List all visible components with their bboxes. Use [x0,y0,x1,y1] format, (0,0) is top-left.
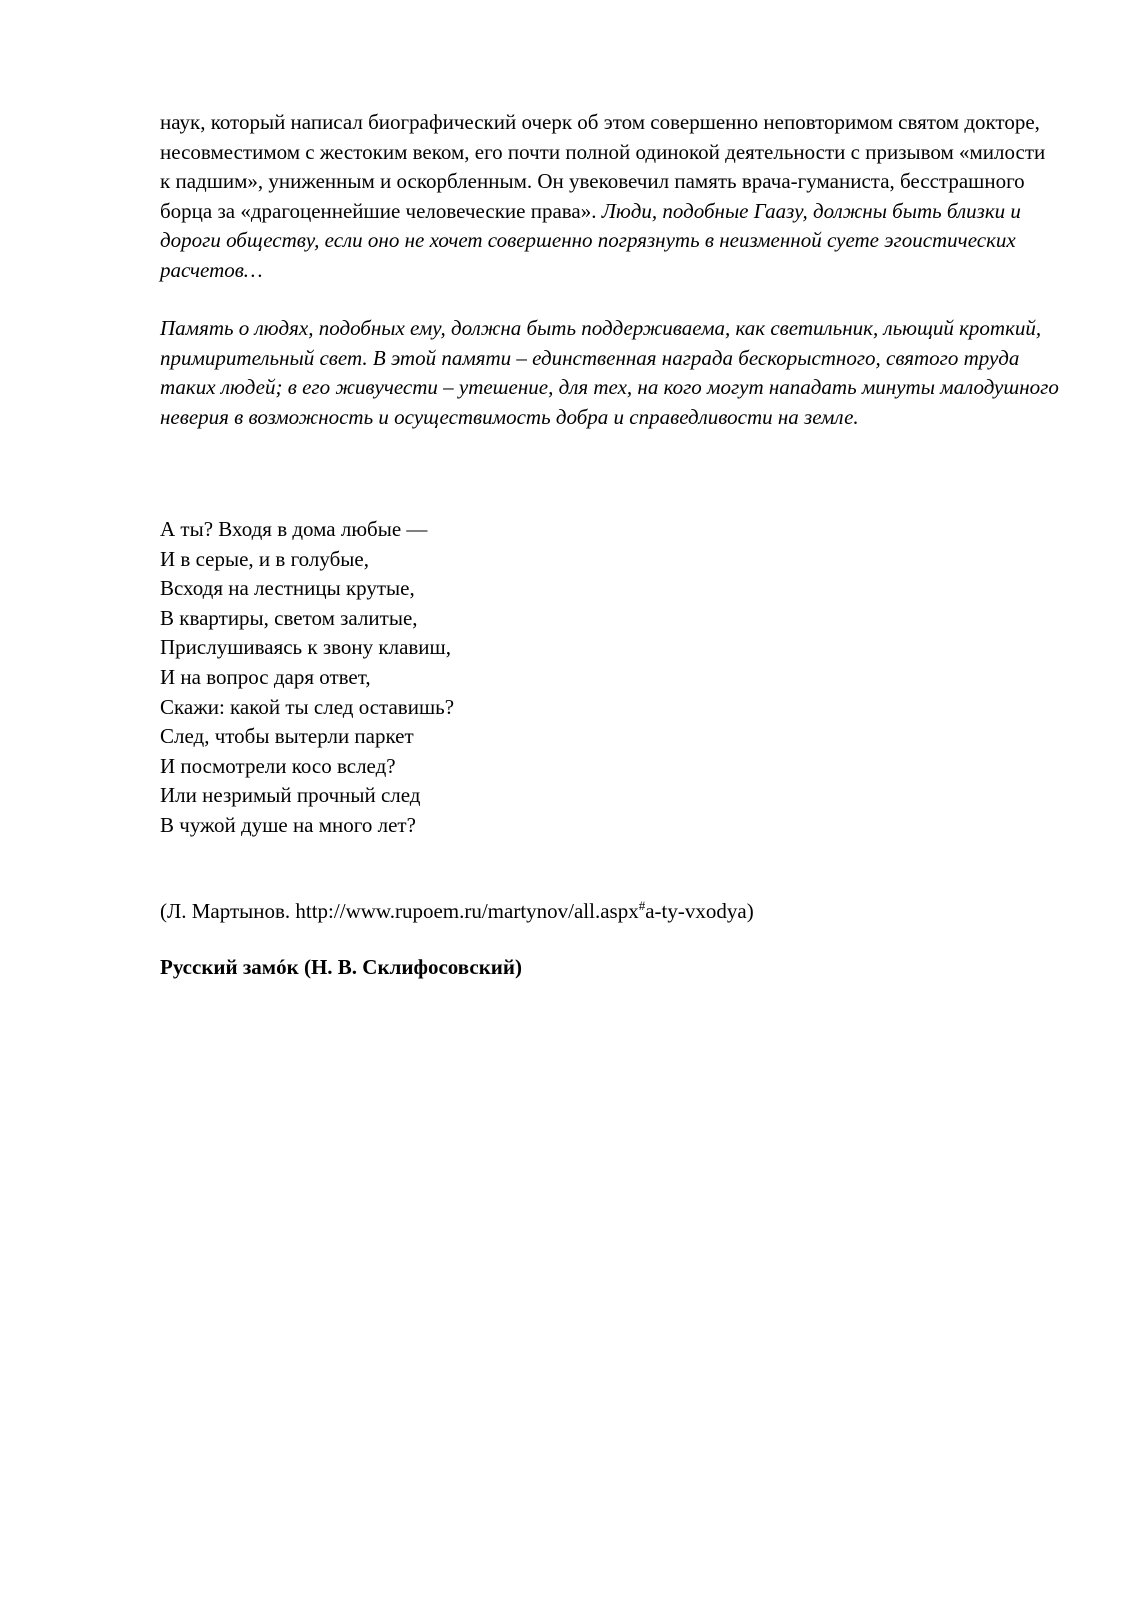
poem-line: И на вопрос даря ответ, [160,664,371,689]
poem-source-citation [160,897,754,927]
poem-line: Скажи: какой ты след оставишь? [160,694,455,719]
paragraph-italic-text: Люди, подобные Гаазу, должны быть близки и дороги обществу, если оно не хочет совершенно погрязнуть в неизменной суете эгоистических расчетов… [160,198,1021,282]
source-hash-superscript: # [638,898,646,913]
poem-line: След, чтобы вытерли паркет [160,724,414,749]
poem-line: И посмотрели косо вслед? [160,753,396,778]
section-heading: Русский замóк (Н. В. Склифосовский) [160,955,522,979]
poem-line: Прислушиваясь к звону клавиш, [160,635,451,660]
poem-line: Всходя на лестницы крутые, [160,576,415,601]
poem-line: Или незримый прочный след [160,783,421,808]
paragraph-regular-text: наук, который написал биографический очерк об этом совершенно неповторимом святом докторе, несовместимом с жестоким веком, его почти полной одинокой деятельности с призывом «милости к падшим», униженным и оскорбленным. Он увековечил память врача-гуманиста, бесстрашного борца за «драгоценнейшие человеческие права». [160,110,1046,223]
poem-line: В квартиры, светом залитые, [160,605,418,630]
paragraph-gaaz-biography [160,108,1060,286]
source-anchor-text: a-ty-vxodya) [645,899,754,923]
poem-line: А ты? Входя в дома любые — [160,517,428,541]
poem [160,515,454,841]
paragraph-memory-quote: Память о людях, подобных ему, должна быть поддерживаема, как светильник, льющий кроткий, примирительный свет. В этой памяти – единственная награда бескорыстного, святого труда таких людей; в его живучести – утешение, для тех, на кого могут нападать минуты малодушного неверия в возможность и осуществимость добра и справедливости на земле. [160,316,1059,429]
poem-line: В чужой душе на много лет? [160,812,416,837]
source-text: (Л. Мартынов. http://www.rupoem.ru/martynov/all.aspx [160,899,639,923]
poem-line: И в серые, и в голубые, [160,546,369,571]
